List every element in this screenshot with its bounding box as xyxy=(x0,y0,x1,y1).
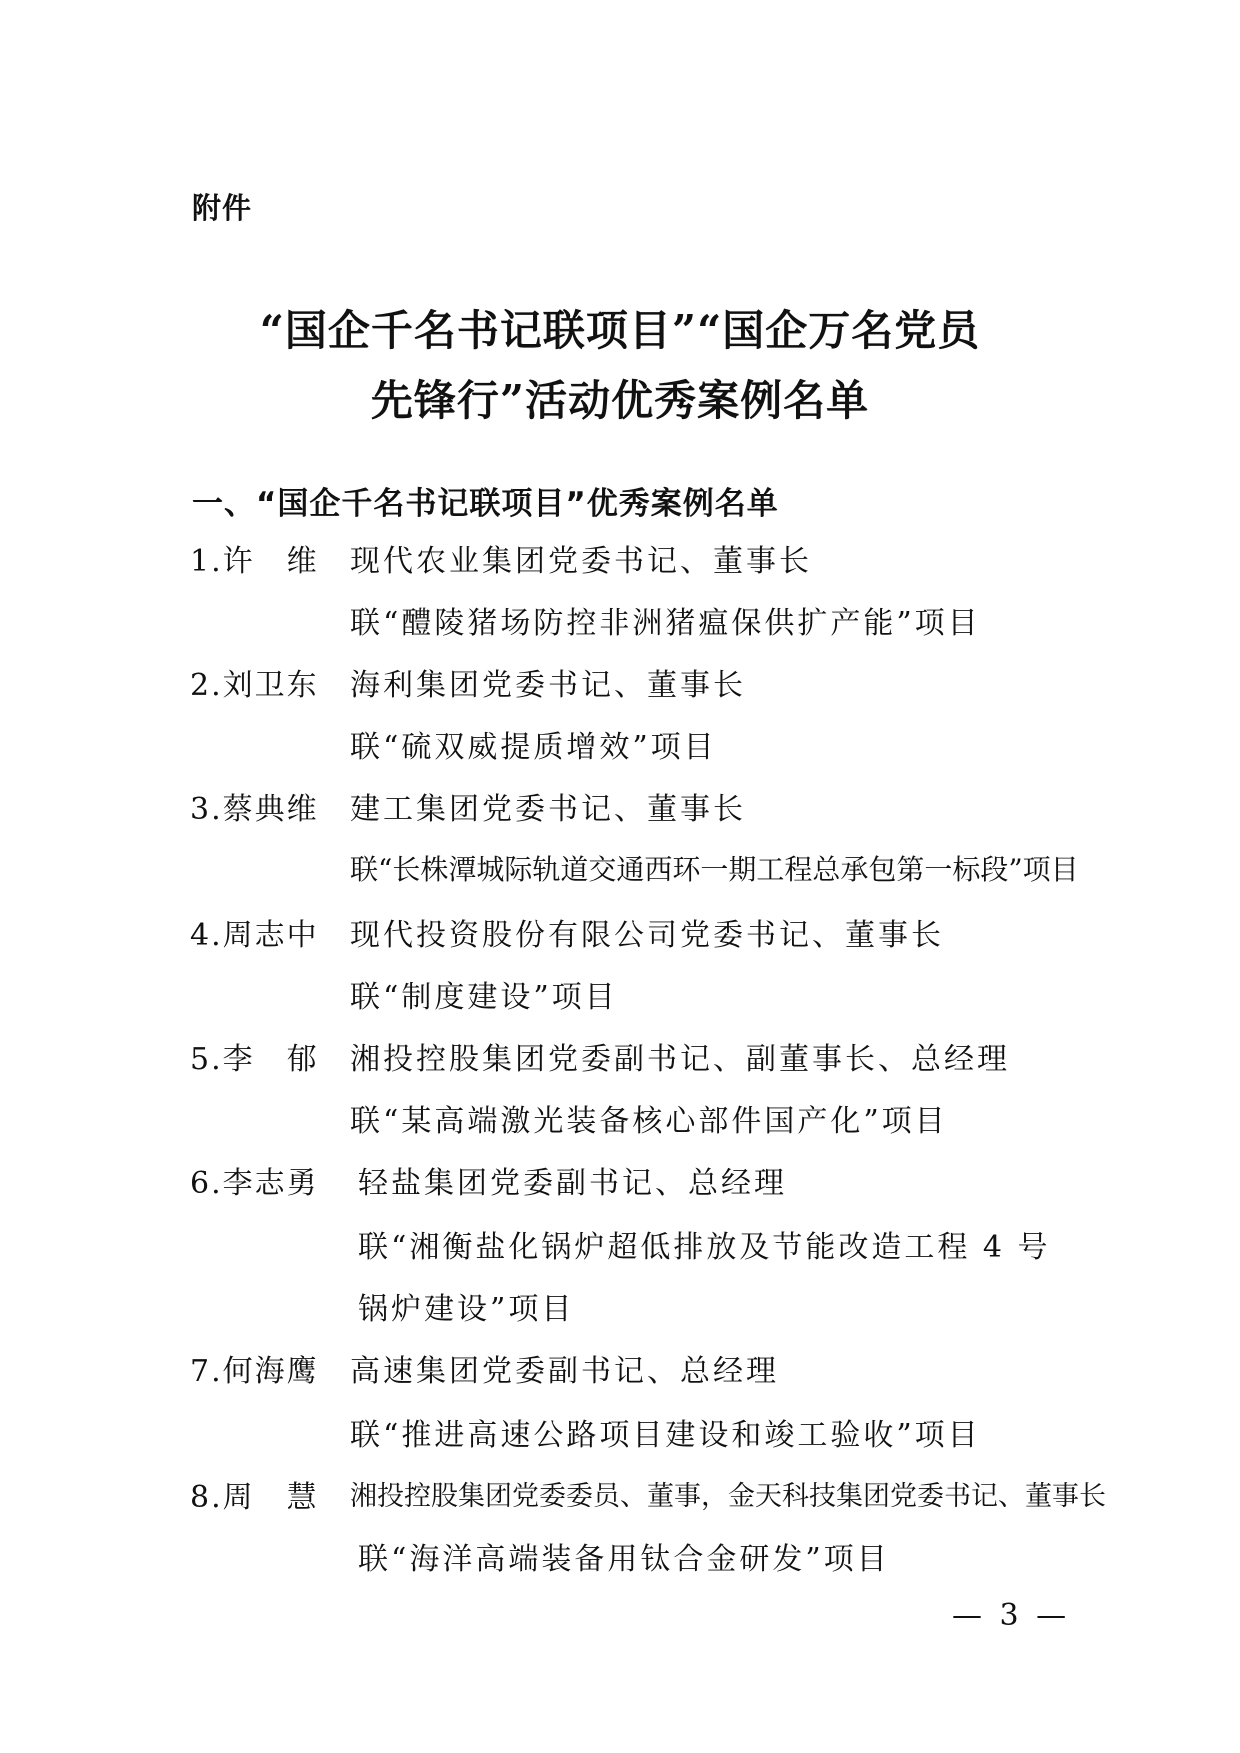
entry-name: 5.李 郁 xyxy=(190,1042,319,1077)
document-title-line-2: 先锋行”活动优秀案例名单 xyxy=(370,376,870,425)
entry-title: 建工集团党委书记、董事长 xyxy=(350,792,746,827)
entry-project: 联“硫双威提质增效”项目 xyxy=(350,730,717,765)
entry-name: 7.何海鹰 xyxy=(190,1354,319,1389)
entry-project: 联“推进高速公路项目建设和竣工验收”项目 xyxy=(350,1418,981,1453)
entry-name: 2.刘卫东 xyxy=(190,668,319,703)
entry-title: 海利集团党委书记、董事长 xyxy=(350,668,746,703)
entry-title: 轻盐集团党委副书记、总经理 xyxy=(358,1166,787,1201)
section-heading: 一、“国企千名书记联项目”优秀案例名单 xyxy=(192,486,779,522)
entry-project: 联“湘衡盐化锅炉超低排放及节能改造工程 4 号 xyxy=(358,1230,1051,1265)
entry-project: 联“制度建设”项目 xyxy=(350,980,618,1015)
entry-title: 现代农业集团党委书记、董事长 xyxy=(350,544,812,579)
entry-name: 6.李志勇 xyxy=(190,1166,319,1201)
entry-project: 联“海洋高端装备用钛合金研发”项目 xyxy=(358,1542,890,1577)
entry-project: 联“某高端激光装备核心部件国产化”项目 xyxy=(350,1104,948,1139)
entry-name: 3.蔡典维 xyxy=(190,792,319,827)
entry-name: 4.周志中 xyxy=(190,918,319,953)
entry-project: 联“长株潭城际轨道交通西环一期工程总承包第一标段”项目 xyxy=(350,853,1079,886)
entry-project: 联“醴陵猪场防控非洲猪瘟保供扩产能”项目 xyxy=(350,606,981,641)
entry-project-continuation: 锅炉建设”项目 xyxy=(358,1292,575,1327)
entry-name: 1.许 维 xyxy=(190,544,319,579)
entry-title: 现代投资股份有限公司党委书记、董事长 xyxy=(350,918,944,953)
attachment-label: 附件 xyxy=(192,191,253,225)
entry-title: 湘投控股集团党委副书记、副董事长、总经理 xyxy=(350,1042,1010,1077)
entry-title: 高速集团党委副书记、总经理 xyxy=(350,1354,779,1389)
entry-title: 湘投控股集团党委委员、董事，金天科技集团党委书记、董事长 xyxy=(350,1481,1106,1512)
document-title-line-1: “国企千名书记联项目”“国企万名党员 xyxy=(259,306,981,355)
entry-name: 8.周 慧 xyxy=(190,1480,319,1515)
page-number: — 3 — xyxy=(952,1598,1071,1633)
